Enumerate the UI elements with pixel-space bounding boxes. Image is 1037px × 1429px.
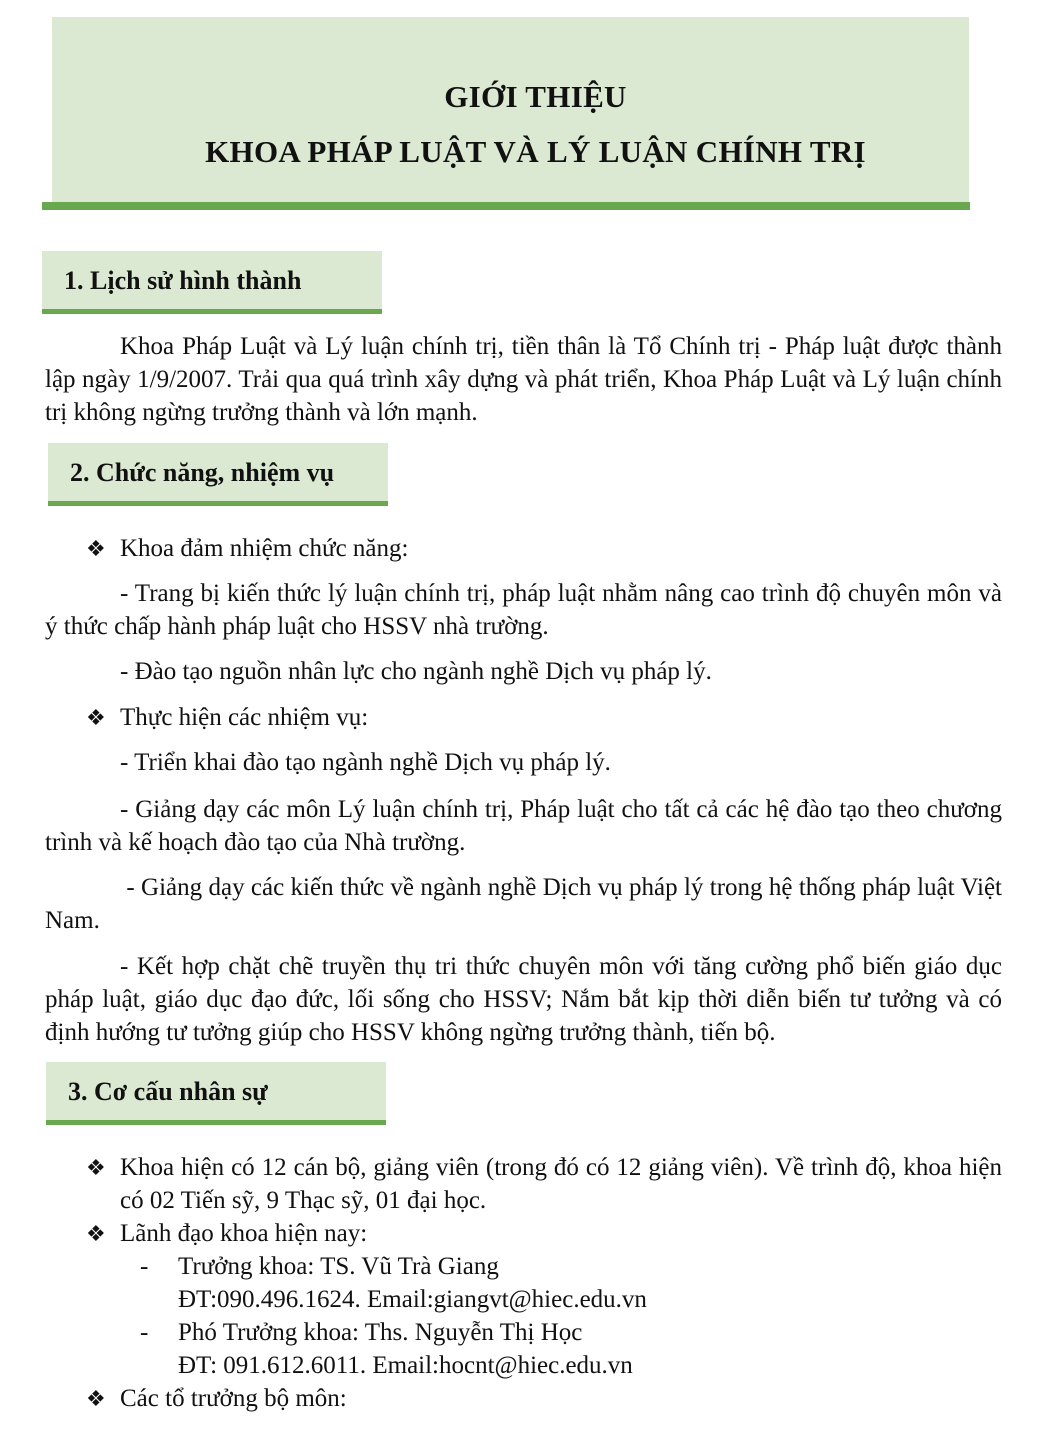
diamond-bullet-icon: ❖ [86,1155,106,1180]
bullet-text: Thực hiện các nhiệm vụ: [120,704,369,731]
task-text: - Giảng dạy các kiến thức về ngành nghề Dịch vụ pháp lý trong hệ thống pháp luật Việt Nam. [45,874,1002,934]
leader-name: Trưởng khoa: TS. Vũ Trà Giang [178,1253,499,1280]
section-heading-history [42,251,382,314]
section-heading-staff [46,1062,386,1125]
title-underline [42,202,970,210]
leader-name: Phó Trưởng khoa: Ths. Nguyễn Thị Học [178,1319,583,1346]
diamond-bullet-icon: ❖ [86,1221,106,1246]
function-item-1 [45,577,1002,643]
bullet-functions-intro [86,532,1002,565]
task-text: - Giảng dạy các môn Lý luận chính trị, Pháp luật cho tất cả các hệ đào tạo theo chương trình và kế hoạch đào tạo của Nhà trường. [45,796,1002,856]
dash-marker: - [140,1319,149,1346]
bullet-dept-heads [86,1382,1002,1415]
task-item-4 [45,950,1002,1049]
bullet-text: Khoa đảm nhiệm chức năng: [120,535,409,562]
leader-head-contact: ĐT:090.496.1624. Email:giangvt@hiec.edu.vn [178,1286,647,1313]
diamond-bullet-icon: ❖ [86,705,106,730]
bullet-text: Lãnh đạo khoa hiện nay: [120,1220,368,1247]
task-item-3 [45,871,1002,937]
diamond-bullet-icon: ❖ [86,536,106,561]
function-text: - Trang bị kiến thức lý luận chính trị, pháp luật nhằm nâng cao trình độ chuyên môn và ý thức chấp hành pháp luật cho HSSV nhà trường. [45,580,1002,640]
history-text: Khoa Pháp Luật và Lý luận chính trị, tiền thân là Tổ Chính trị - Pháp luật được thành lập ngày 1/9/2007. Trải qua quá trình xây dựng và phát triển, Khoa Pháp Luật và Lý luận chính trị không ngừng trưởng thành và lớn mạnh. [45,333,1002,426]
title-banner [52,17,969,203]
bullet-staff-summary [86,1151,1002,1217]
page-title: GIỚI THIỆU [444,79,627,114]
leader-deputy [140,1316,1000,1349]
function-item-2 [45,655,1002,688]
bullet-text: Các tổ trưởng bộ môn: [120,1385,347,1412]
section-heading-text: 3. Cơ cấu nhân sự [68,1077,268,1106]
diamond-bullet-icon: ❖ [86,1386,106,1411]
bullet-leadership [86,1217,1002,1250]
task-item-1 [45,746,1002,779]
bullet-tasks-intro [86,701,1002,734]
function-text: - Đào tạo nguồn nhân lực cho ngành nghề Dịch vụ pháp lý. [120,658,712,685]
task-text: - Triển khai đào tạo ngành nghề Dịch vụ pháp lý. [120,749,611,776]
section-heading-functions [48,443,388,506]
dash-marker: - [140,1253,149,1280]
history-paragraph [45,330,1002,429]
bullet-text: Khoa hiện có 12 cán bộ, giảng viên (trong đó có 12 giảng viên). Về trình độ, khoa hiện có 02 Tiến sỹ, 9 Thạc sỹ, 01 đại học. [120,1154,1002,1214]
leader-deputy-contact: ĐT: 091.612.6011. Email:hocnt@hiec.edu.vn [178,1352,633,1379]
section-heading-text: 2. Chức năng, nhiệm vụ [70,458,335,487]
task-item-2 [45,793,1002,859]
page-subtitle: KHOA PHÁP LUẬT VÀ LÝ LUẬN CHÍNH TRỊ [205,134,866,169]
section-heading-text: 1. Lịch sử hình thành [64,266,302,295]
task-text: - Kết hợp chặt chẽ truyền thụ tri thức chuyên môn với tăng cường phổ biến giáo dục pháp luật, giáo dục đạo đức, lối sống cho HSSV; Nắm bắt kịp thời diễn biến tư tưởng và có định hướng tư tưởng giúp cho HSSV không ngừng trưởng thành, tiến bộ. [45,953,1002,1046]
leader-head [140,1250,1000,1283]
